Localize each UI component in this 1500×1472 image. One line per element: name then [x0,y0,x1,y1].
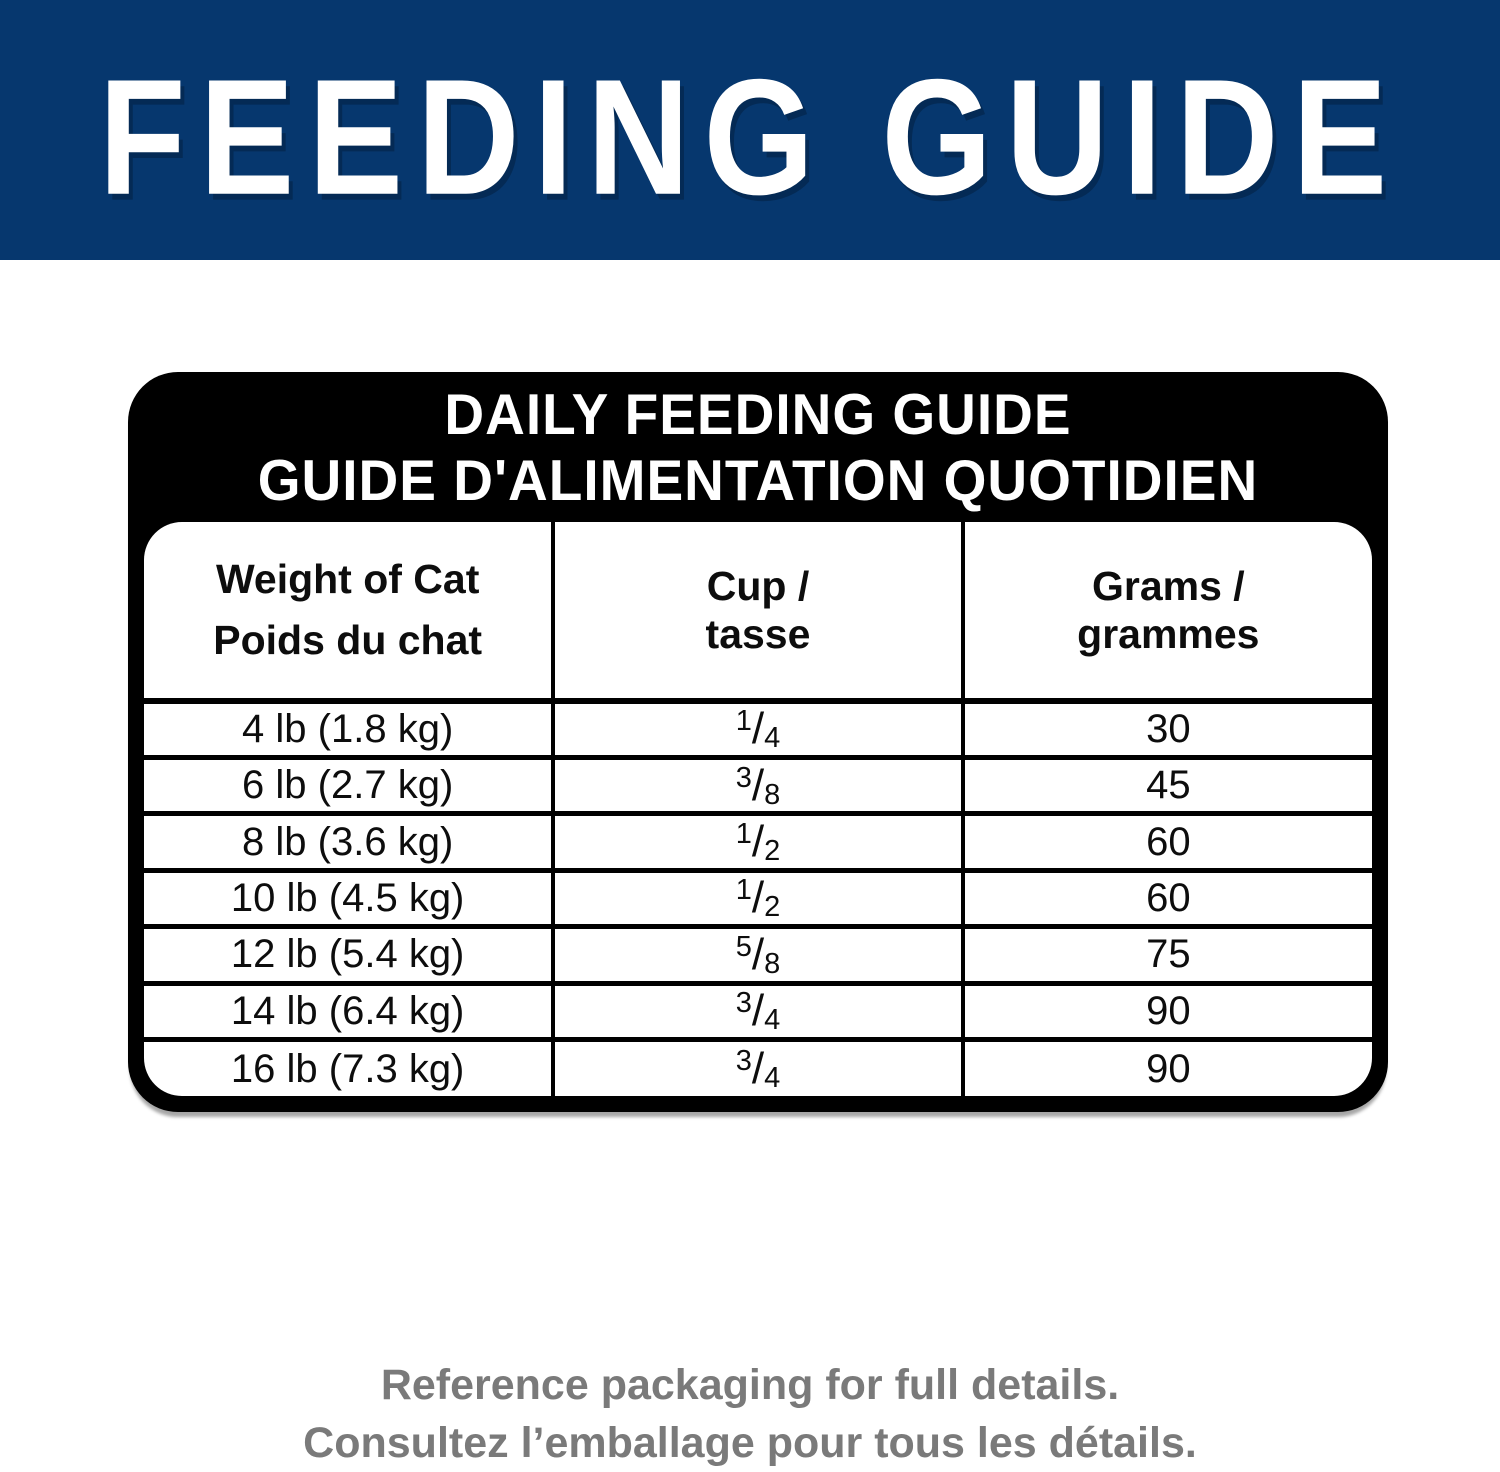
fraction-denominator: 4 [764,1004,781,1037]
table-row [144,983,1372,1039]
cup-fraction [735,704,781,755]
weight-cell: 8 lb (3.6 kg) [144,814,553,870]
grams-cell: 60 [963,814,1372,870]
cup-cell [553,814,962,870]
fraction-numerator: 5 [735,930,752,963]
card-header [128,372,1388,522]
column-header-line: tasse [705,611,811,657]
card-title-french: GUIDE D'ALIMENTATION QUOTIDIEN [257,447,1259,513]
table-row [144,757,1372,813]
feeding-table-container [144,522,1372,1096]
cup-cell [553,927,962,983]
column-header-cup [553,522,962,701]
column-header-weight [144,522,553,701]
table-row [144,814,1372,870]
column-header-line: Weight of Cat [215,556,480,602]
cup-cell [553,870,962,926]
fraction-slash: / [751,817,765,867]
table-row [144,870,1372,926]
fraction-denominator: 2 [764,835,781,868]
daily-feeding-guide-card [128,372,1388,1112]
feeding-table [144,522,1372,1096]
cup-fraction [735,817,781,868]
column-header-line: grammes [1077,611,1260,657]
cup-cell [553,1040,962,1096]
table-row [144,1040,1372,1096]
cup-fraction [735,929,781,980]
weight-cell: 12 lb (5.4 kg) [144,927,553,983]
cup-fraction [735,986,781,1037]
fraction-slash: / [751,704,765,754]
grams-cell: 45 [963,757,1372,813]
cup-cell [553,757,962,813]
fraction-denominator: 8 [764,778,781,811]
column-header-grams [963,522,1372,701]
cup-cell [553,983,962,1039]
table-row [144,701,1372,757]
fraction-slash: / [751,873,765,923]
fraction-numerator: 3 [735,987,752,1020]
grams-cell: 90 [963,983,1372,1039]
fraction-numerator: 1 [735,818,752,851]
column-header-line: Cup / [706,563,810,609]
fraction-slash: / [751,929,765,979]
weight-cell: 4 lb (1.8 kg) [144,701,553,757]
footer-note [0,1356,1500,1472]
fraction-numerator: 3 [735,1045,752,1078]
fraction-numerator: 1 [735,874,752,907]
fraction-slash: / [751,1044,765,1094]
fraction-slash: / [751,760,765,810]
fraction-denominator: 4 [764,722,781,755]
grams-cell: 75 [963,927,1372,983]
fraction-denominator: 8 [764,947,781,980]
feeding-guide-banner [0,0,1500,260]
weight-cell: 10 lb (4.5 kg) [144,870,553,926]
cup-fraction [735,1044,781,1095]
cup-cell [553,701,962,757]
cup-fraction [735,760,781,811]
banner-title: FEEDING GUIDE [98,45,1402,230]
weight-cell: 14 lb (6.4 kg) [144,983,553,1039]
fraction-numerator: 1 [735,705,752,738]
fraction-numerator: 3 [735,761,752,794]
footer-line-french: Consultez l’emballage pour tous les détails. [303,1419,1197,1467]
grams-cell: 90 [963,1040,1372,1096]
fraction-denominator: 4 [764,1062,781,1095]
weight-cell: 16 lb (7.3 kg) [144,1040,553,1096]
table-row [144,927,1372,983]
column-header-line: Grams / [1091,563,1245,609]
table-header-row [144,522,1372,701]
fraction-denominator: 2 [764,891,781,924]
grams-cell: 60 [963,870,1372,926]
cup-fraction [735,873,781,924]
card-title-english: DAILY FEEDING GUIDE [444,381,1072,447]
grams-cell: 30 [963,701,1372,757]
fraction-slash: / [751,986,765,1036]
column-header-line: Poids du chat [213,617,483,663]
weight-cell: 6 lb (2.7 kg) [144,757,553,813]
footer-line-english: Reference packaging for full details. [380,1361,1120,1409]
